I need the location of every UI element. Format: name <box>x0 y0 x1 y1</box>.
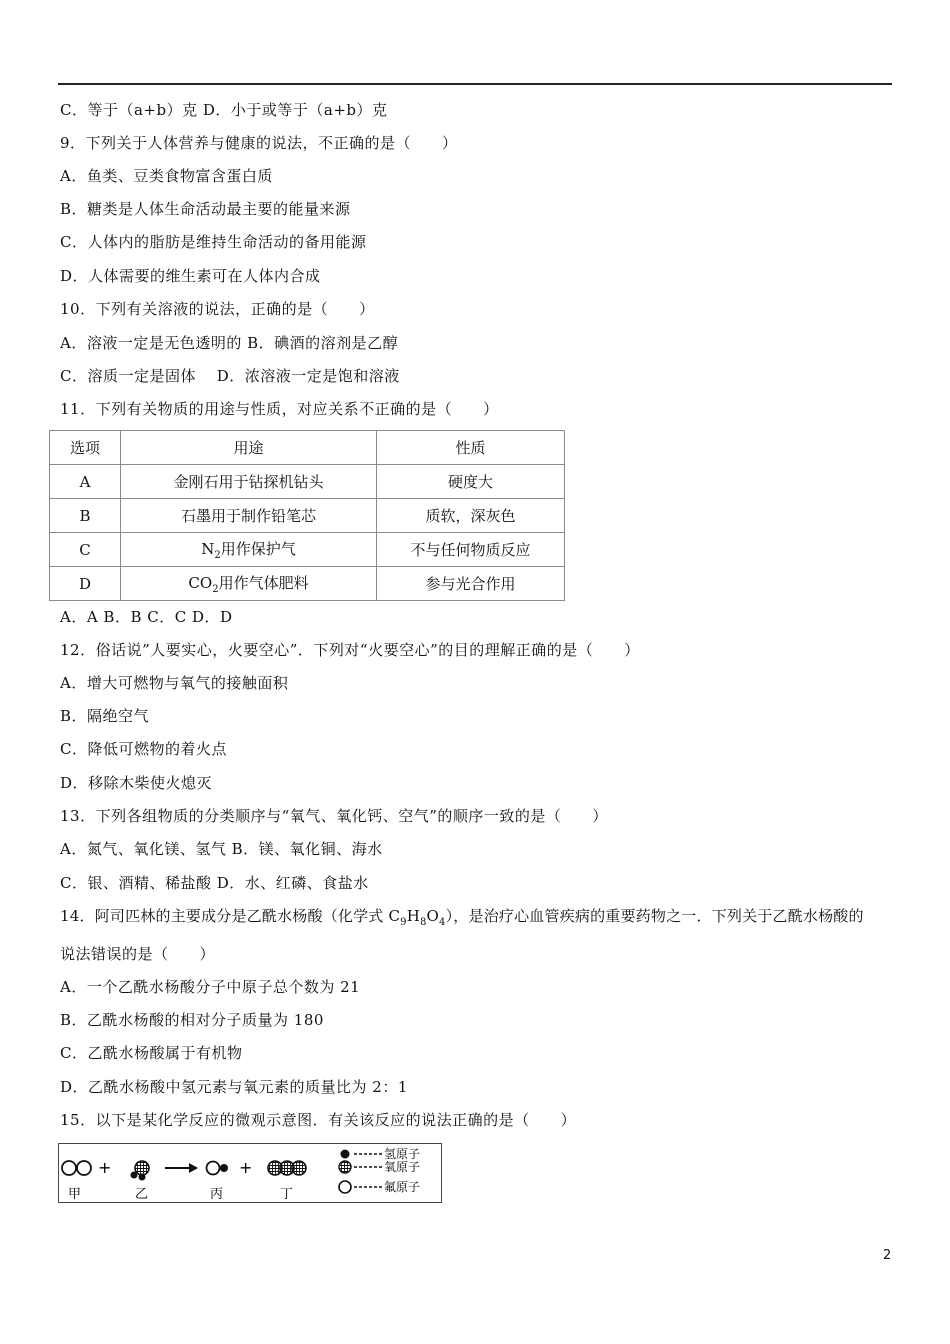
table-cell-property: 硬度大 <box>377 465 565 499</box>
q14-option-d: D．乙酰水杨酸中氢元素与氧元素的质量比为 2：1 <box>60 1078 408 1096</box>
oxygen-atom-icon <box>135 1161 149 1175</box>
question-15: 15．以下是某化学反应的微观示意图．有关该反应的说法正确的是（ ） <box>60 1111 577 1129</box>
formula-subscript: 2 <box>214 550 221 561</box>
q10-options-cd: C．溶质一定是固体 D．浓溶液一定是饱和溶液 <box>60 367 400 385</box>
table-row <box>50 465 565 499</box>
question-11: 11．下列有关物质的用途与性质，对应关系不正确的是（ ） <box>60 400 499 418</box>
q10-options-ab: A．溶液一定是无色透明的 B．碘酒的溶剂是乙醇 <box>60 334 399 352</box>
table-cell-use <box>121 499 377 533</box>
fluorine-atom-icon <box>77 1161 91 1175</box>
q12-option-c: C．降低可燃物的着火点 <box>60 740 227 758</box>
table-cell-property: 参与光合作用 <box>377 567 565 601</box>
question-9: 9．下列关于人体营养与健康的说法，不正确的是（ ） <box>60 134 458 152</box>
use-text: 石墨用于制作铅笔芯 <box>180 507 316 525</box>
hydrogen-atom-icon <box>220 1164 228 1172</box>
reaction-diagram <box>58 1143 442 1203</box>
q9-option-d: D．人体需要的维生素可在人体内合成 <box>60 267 321 285</box>
formula-subscript: 9 <box>400 917 407 928</box>
table-header: 选项 <box>50 431 121 465</box>
formula-subscript: 2 <box>212 584 219 595</box>
legend-hydrogen-label: 氢原子 <box>384 1147 421 1161</box>
q14-option-b: B．乙酰水杨酸的相对分子质量为 180 <box>60 1011 324 1029</box>
q12-option-d: D．移除木柴使火熄灭 <box>60 774 213 792</box>
formula: N <box>201 540 215 558</box>
table-header-row <box>50 431 565 465</box>
table-cell-property: 质软，深灰色 <box>377 499 565 533</box>
legend-fluorine-icon <box>339 1181 351 1193</box>
hydrogen-atom-icon <box>139 1174 146 1181</box>
formula-subscript: 4 <box>439 917 446 928</box>
question-14 <box>60 906 864 933</box>
q8-options-cd: C．等于（a+b）克 D．小于或等于（a+b）克 <box>60 101 388 119</box>
table-row <box>50 533 565 567</box>
table-cell-option: D <box>50 567 121 601</box>
q9-option-c: C．人体内的脂肪是维持生命活动的备用能源 <box>60 233 367 251</box>
table-cell-option: B <box>50 499 121 533</box>
table-cell-option: A <box>50 465 121 499</box>
label-ding: 丁 <box>280 1187 294 1202</box>
legend-oxygen-label: 氧原子 <box>384 1160 421 1174</box>
formula-subscript: 8 <box>419 917 427 928</box>
page-number: 2 <box>883 1248 892 1263</box>
q9-option-a: A．鱼类、豆类食物富含蛋白质 <box>60 167 273 185</box>
q11-options: A．A B．B C．C D．D <box>60 608 233 626</box>
legend-hydrogen-icon <box>341 1150 350 1159</box>
q13-options-cd: C．银、酒精、稀盐酸 D．水、红磷、食盐水 <box>60 874 369 892</box>
label-yi: 乙 <box>135 1187 149 1202</box>
options-table <box>49 430 565 601</box>
table-cell-use <box>121 567 377 601</box>
plus-sign: + <box>239 1158 253 1177</box>
header-rule <box>58 83 892 85</box>
use-text: 用作保护气 <box>220 540 296 558</box>
use-text: 金刚石用于钻探机钻头 <box>173 473 324 491</box>
formula: H <box>406 907 420 925</box>
label-jia: 甲 <box>68 1187 82 1202</box>
formula: O <box>426 907 440 925</box>
plus-sign: + <box>98 1158 112 1177</box>
table-cell-option: C <box>50 533 121 567</box>
formula: CO <box>188 574 213 592</box>
fluorine-atom-icon <box>207 1162 220 1175</box>
table-cell-property: 不与任何物质反应 <box>377 533 565 567</box>
table-row <box>50 567 565 601</box>
hydrogen-atom-icon <box>131 1172 138 1179</box>
q12-option-a: A．增大可燃物与氧气的接触面积 <box>60 674 289 692</box>
q14-text: ），是治疗心血管疾病的重要药物之一．下列关于乙酰水杨酸的 <box>445 907 864 925</box>
fluorine-atom-icon <box>62 1161 76 1175</box>
legend-fluorine-label: 氟原子 <box>384 1180 421 1194</box>
table-row <box>50 499 565 533</box>
table-cell-use <box>121 533 377 567</box>
q13-options-ab: A．氮气、氧化镁、氢气 B．镁、氧化铜、海水 <box>60 840 383 858</box>
use-text: 用作气体肥料 <box>218 574 309 592</box>
oxygen-atom-icon <box>292 1161 306 1175</box>
question-13: 13．下列各组物质的分类顺序与“氧气、氧化钙、空气”的顺序一致的是（ ） <box>60 807 608 825</box>
table-header: 用途 <box>121 431 377 465</box>
label-bing: 丙 <box>210 1187 224 1202</box>
q14-option-c: C．乙酰水杨酸属于有机物 <box>60 1044 243 1062</box>
q12-option-b: B．隔绝空气 <box>60 707 150 725</box>
question-10: 10．下列有关溶液的说法，正确的是（ ） <box>60 300 375 318</box>
table-header: 性质 <box>377 431 565 465</box>
q9-option-b: B．糖类是人体生命活动最主要的能量来源 <box>60 200 351 218</box>
legend-oxygen-icon <box>339 1161 351 1173</box>
q14-continuation: 说法错误的是（ ） <box>60 945 216 963</box>
q14-text: 14．阿司匹林的主要成分是乙酰水杨酸（化学式 C <box>60 907 401 925</box>
table-cell-use <box>121 465 377 499</box>
q14-option-a: A．一个乙酰水杨酸分子中原子总个数为 21 <box>60 978 361 996</box>
question-12: 12．俗话说”人要实心，火要空心”．下列对“火要空心”的目的理解正确的是（ ） <box>60 641 640 659</box>
